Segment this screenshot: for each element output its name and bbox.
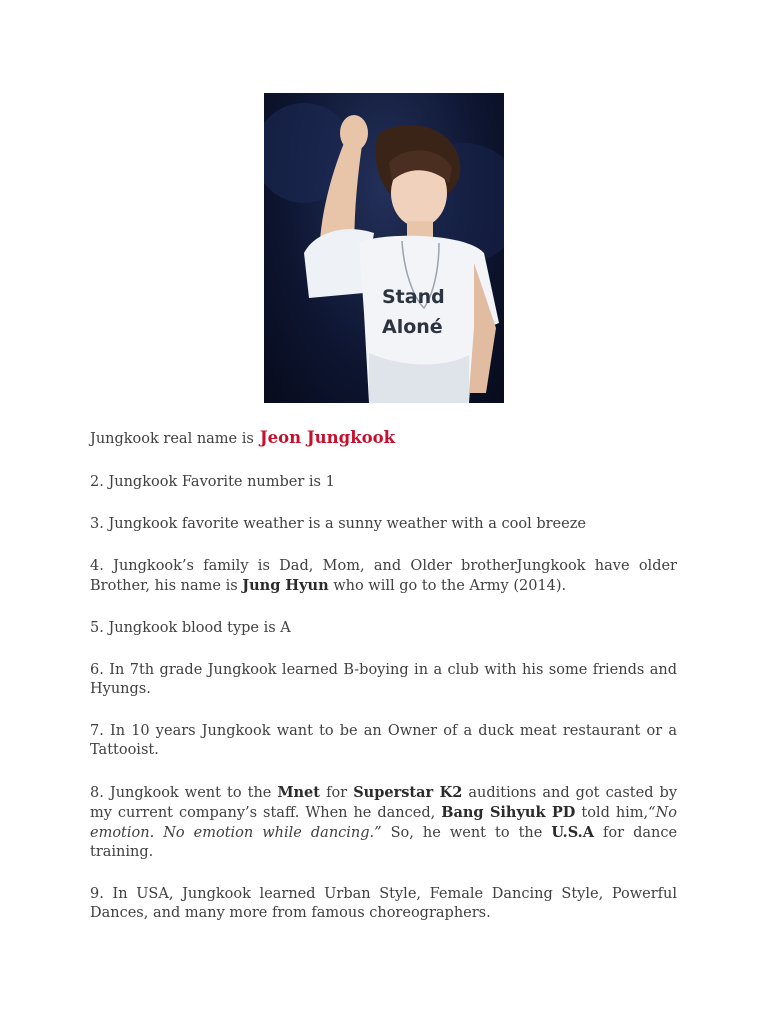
- superstar-k2-label: Superstar K2: [353, 784, 463, 801]
- paragraph-blood-type: 5. Jungkook blood type is A: [90, 620, 291, 636]
- real-name-highlight: Jeon Jungkook: [259, 428, 396, 447]
- audition-told: told him,: [581, 805, 649, 821]
- shirt-text-line1: Stand: [382, 286, 445, 308]
- shirt-text-line2: Aloné: [382, 316, 443, 338]
- paragraph-audition: [90, 783, 677, 862]
- profile-photo: [264, 93, 504, 403]
- mnet-label: Mnet: [277, 784, 320, 801]
- family-text: 4. Jungkook’s family is Dad, Mom, and Older brotherJungkook have older Brother, his name is: [90, 558, 677, 594]
- article-body: [90, 428, 677, 946]
- brother-name: Jung Hyun: [242, 577, 329, 594]
- photo-illustration: [264, 93, 504, 403]
- audition-training: for dance training.: [90, 825, 678, 860]
- paragraph-favorite-weather: 3. Jungkook favorite weather is a sunny weather with a cool breeze: [90, 516, 586, 532]
- real-name-label: Jungkook real name is: [90, 431, 254, 447]
- paragraph-real-name: [90, 428, 677, 449]
- usa-label: U.S.A: [551, 824, 594, 841]
- paragraph-favorite-number: 2. Jungkook Favorite number is 1: [90, 474, 335, 490]
- bang-sihyuk-label: Bang Sihyuk PD: [441, 804, 576, 821]
- paragraph-family: [90, 557, 677, 596]
- audition-went: So, he went to the: [390, 825, 543, 841]
- audition-casted: auditions and got casted by my current company’s staff. When he danced,: [90, 785, 678, 821]
- audition-text: 8. Jungkook went to the: [90, 785, 272, 801]
- paragraph-bboying: 6. In 7th grade Jungkook learned B-boying in a club with his some friends and Hyungs.: [90, 662, 677, 697]
- family-text-end: who will go to the Army (2014).: [333, 578, 567, 594]
- audition-for: for: [326, 785, 348, 801]
- quote-text: “No emotion. No emotion while dancing.”: [90, 805, 678, 841]
- paragraph-future: 7. In 10 years Jungkook want to be an Owner of a duck meat restaurant or a Tattooist.: [90, 723, 677, 758]
- paragraph-usa-dance: 9. In USA, Jungkook learned Urban Style, Female Dancing Style, Powerful Dances, and many more from famous choreographers.: [90, 886, 677, 921]
